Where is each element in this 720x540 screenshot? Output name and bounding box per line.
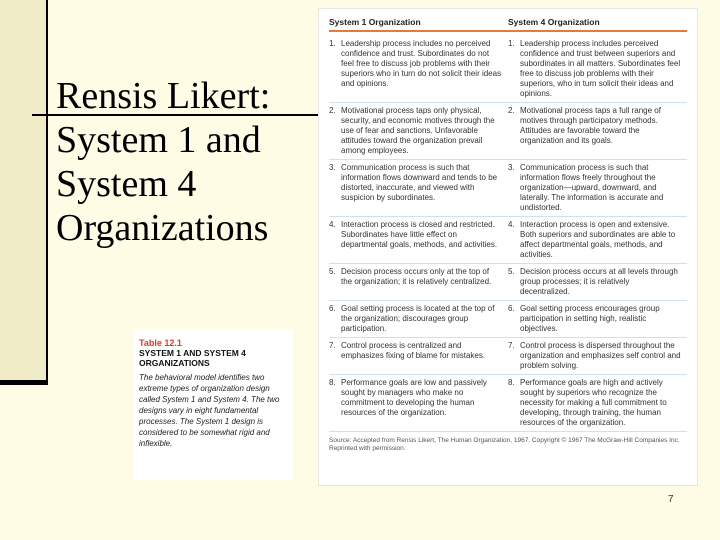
- table-row: [329, 36, 687, 103]
- row-number: 8.: [329, 378, 336, 387]
- table-row: [329, 103, 687, 160]
- page-number: 7: [668, 494, 674, 505]
- title-line-2: System 1 and: [56, 119, 261, 161]
- cell-text: Interaction process is closed and restricted. Subordinates have little effect on departmental goals, methods, and activities.: [341, 220, 498, 249]
- table-source-note: Source: Accepted from Rensis Likert, The Human Organization, 1967. Copyright © 1967 The McGraw-Hill Companies Inc. Reprinted with permission.: [329, 437, 680, 452]
- cell-text: Control process is dispersed throughout the organization and emphasizes self control and problem solving.: [520, 341, 681, 370]
- caption-label: Table 12.1: [139, 338, 182, 348]
- caption-heading: SYSTEM 1 AND SYSTEM 4 ORGANIZATIONS: [139, 348, 246, 368]
- row-number: 1.: [329, 39, 336, 48]
- system-1-cell: [329, 304, 508, 334]
- cell-text: Performance goals are high and actively sought by superiors who recognize the necessity for making a full commitment to developing, through training, the human resources of the organization.: [520, 378, 667, 427]
- cell-text: Decision process occurs only at the top of the organization; it is relatively centralized.: [341, 267, 492, 286]
- system-4-cell: [508, 39, 687, 99]
- system-1-cell: [329, 106, 508, 156]
- cell-text: Communication process is such that information flows downward and tends to be distorted, inaccurate, and viewed with suspicion by subordinates.: [341, 163, 498, 202]
- table-caption-image: [133, 330, 293, 480]
- system-4-cell: [508, 220, 687, 260]
- cell-text: Leadership process includes perceived confidence and trust between superiors and subordinates in all matters. Subordinates feel free to discuss job problems with their superiors, who in turn solicit their ideas and opinions.: [520, 39, 681, 98]
- row-number: 5.: [508, 267, 515, 276]
- cell-text: Decision process occurs at all levels through group processes; it is relatively decentralized.: [520, 267, 678, 296]
- system-4-cell: [508, 378, 687, 428]
- left-accent-foot: [0, 380, 48, 385]
- row-number: 4.: [508, 220, 515, 229]
- header-system-4: System 4 Organization: [508, 17, 600, 27]
- row-number: 4.: [329, 220, 336, 229]
- system-4-cell: [508, 267, 687, 297]
- table-row: [329, 264, 687, 301]
- system-1-cell: [329, 163, 508, 213]
- row-number: 6.: [329, 304, 336, 313]
- cell-text: Goal setting process encourages group participation in setting high, realistic objectives.: [520, 304, 660, 333]
- row-number: 2.: [329, 106, 336, 115]
- cell-text: Motivational process taps only physical, security, and economic motives through the use of fear and sanctions. Unfavorable attitudes toward the organization prevail among employees.: [341, 106, 495, 155]
- row-number: 8.: [508, 378, 515, 387]
- system-4-cell: [508, 163, 687, 213]
- row-number: 3.: [329, 163, 336, 172]
- row-number: 2.: [508, 106, 515, 115]
- left-accent-line: [46, 0, 48, 385]
- cell-text: Control process is centralized and emphasizes fixing of blame for mistakes.: [341, 341, 486, 360]
- system-4-cell: [508, 106, 687, 156]
- row-number: 7.: [508, 341, 515, 350]
- system-1-cell: [329, 220, 508, 260]
- system-4-cell: [508, 304, 687, 334]
- table-row: [329, 338, 687, 375]
- table-row: [329, 301, 687, 338]
- system-1-cell: [329, 39, 508, 99]
- system-1-cell: [329, 267, 508, 297]
- cell-text: Communication process is such that information flows freely throughout the organization—upward, downward, and laterally. The information is accurate and undistorted.: [520, 163, 664, 212]
- table-header-row: [329, 17, 687, 32]
- row-number: 6.: [508, 304, 515, 313]
- system-comparison-table: [318, 8, 698, 486]
- table-row: [329, 217, 687, 264]
- row-number: 7.: [329, 341, 336, 350]
- table-body: [329, 36, 687, 432]
- table-row: [329, 375, 687, 432]
- row-number: 3.: [508, 163, 515, 172]
- system-1-cell: [329, 378, 508, 428]
- cell-text: Interaction process is open and extensive. Both superiors and subordinates are able to affect departmental goals, methods, and activities.: [520, 220, 676, 259]
- header-system-1: System 1 Organization: [329, 17, 421, 27]
- caption-body: The behavioral model identifies two extreme types of organization design called System 1 and System 4. The two designs vary in eight fundamental processes. The System 1 design is considered to be somewhat rigid and inflexible.: [139, 373, 280, 448]
- title-line-3: System 4: [56, 163, 197, 205]
- title-line-1: Rensis Likert:: [56, 75, 271, 117]
- title-line-4: Organizations: [56, 207, 269, 249]
- left-accent-bar: [0, 0, 47, 385]
- system-1-cell: [329, 341, 508, 371]
- slide-title: [56, 74, 316, 250]
- cell-text: Goal setting process is located at the top of the organization; discourages group participation.: [341, 304, 495, 333]
- system-4-cell: [508, 341, 687, 371]
- table-row: [329, 160, 687, 217]
- cell-text: Motivational process taps a full range of motives through participatory methods. Attitudes are favorable toward the organization and its goals.: [520, 106, 661, 145]
- row-number: 1.: [508, 39, 515, 48]
- row-number: 5.: [329, 267, 336, 276]
- cell-text: Performance goals are low and passively sought by managers who make no commitment to developing the human resources of the organization.: [341, 378, 487, 417]
- cell-text: Leadership process includes no perceived confidence and trust. Subordinates do not feel free to discuss job problems with their superiors who in turn do not solicit their ideas and opinions.: [341, 39, 502, 88]
